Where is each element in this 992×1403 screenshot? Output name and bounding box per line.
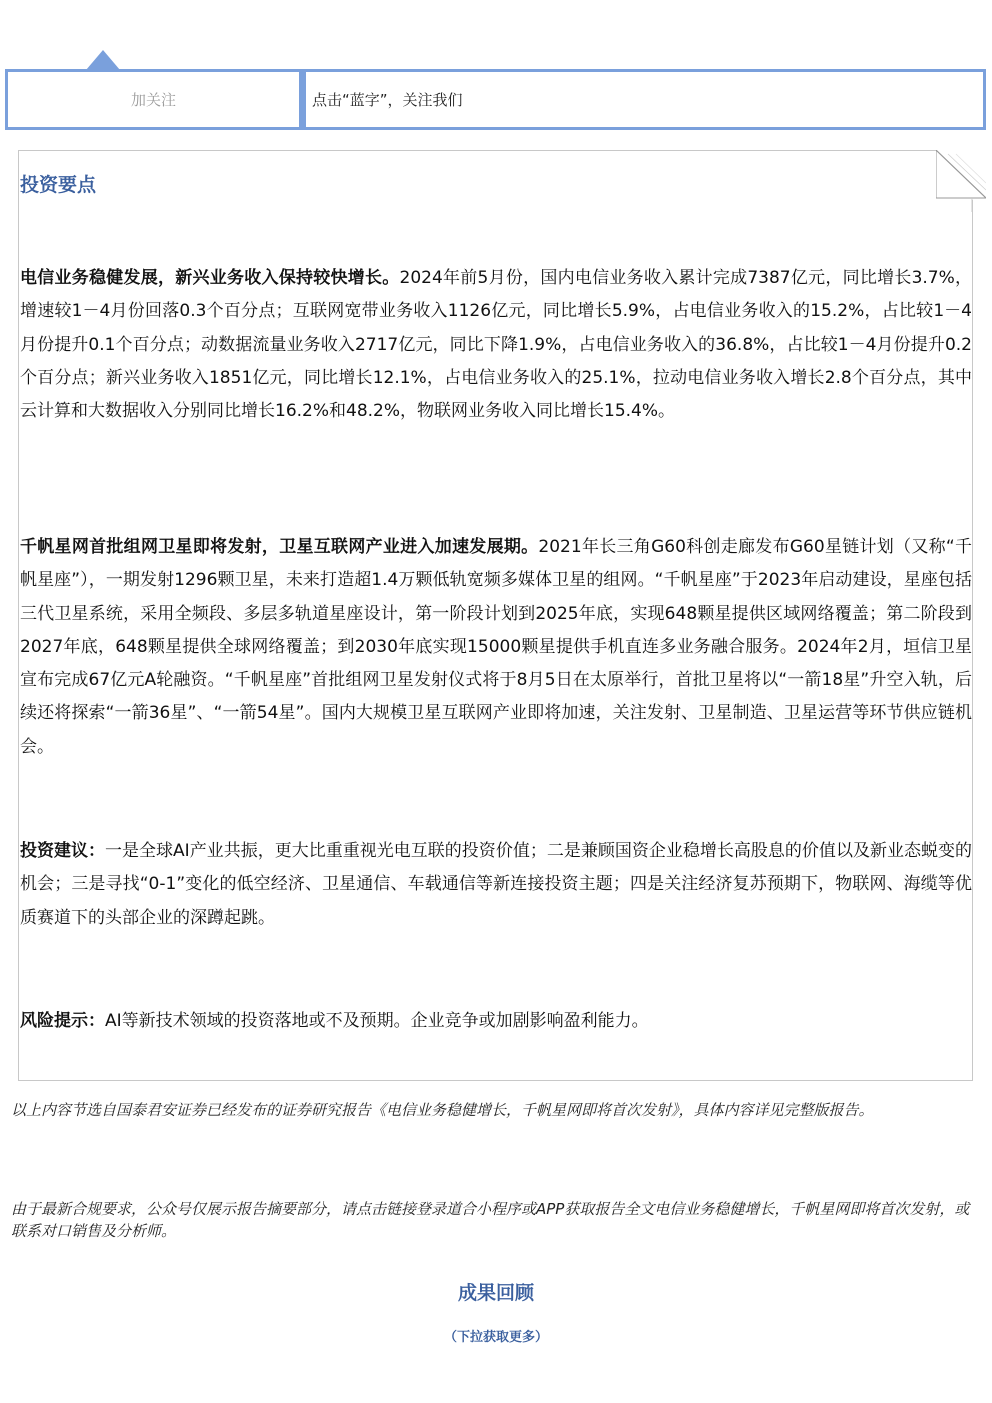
paragraph-lead: 风险提示： <box>20 1011 105 1031</box>
review-title: 成果回顾 <box>457 1282 534 1304</box>
source-note: 以上内容节选自国泰君安证券已经发布的证券研究报告《电信业务稳健增长，千帆星网即将首次发射》，具体内容详见完整版报告。 <box>11 1101 874 1119</box>
paragraph-body: 2021年长三角G60科创走廊发布G60星链计划（又称“千帆星座”），一期发射1296颗卫星，未来打造超1.4万颗低轨宽频多媒体卫星的组网。“千帆星座”于2023年启动建设，星座包括三代卫星系统，采用全频段、多层多轨道星座设计，第一阶段计划到2025年底，实现648颗星提供区域网络覆盖；第二阶段到2027年底，648颗星提供全球网络覆盖；到2030年底实现15000颗星提供手机直连多业务融合服务。2024年2月，垣信卫星宣布完成67亿元A轮融资。“千帆星座”首批组网卫星发射仪式将于8月5日在太原举行，首批卫星将以“一箭18星”升空入轨，后续还将探索“一箭36星”、“一箭54星”。国内大规模卫星互联网产业即将加速，关注发射、卫星制造、卫星运营等环节供应链机会。 <box>20 537 972 757</box>
investment-highlights-card <box>18 150 973 1081</box>
follow-slogan: 点击“蓝字”，关注我们 <box>302 69 986 130</box>
paragraph-body: AI等新技术领域的投资落地或不及预期。企业竞争或加剧影响盈利能力。 <box>105 1011 649 1031</box>
page-fold-corner-icon <box>936 150 986 200</box>
paragraph-lead: 电信业务稳健发展，新兴业务收入保持较快增长。 <box>20 268 400 288</box>
review-subtitle[interactable]: （下拉获取更多） <box>443 1330 548 1345</box>
paragraph-satellite <box>20 531 972 764</box>
paragraph-risk-warning <box>20 1005 972 1038</box>
paragraph-body: 2024年前5月份，国内电信业务收入累计完成7387亿元，同比增长3.7%，增速较1－4月份回落0.3个百分点；互联网宽带业务收入1126亿元，同比增长5.9%，占电信业务收入的15.2%，占比较1－4月份提升0.1个百分点；动数据流量业务收入2717亿元，同比下降1.9%，占电信业务收入的36.8%，占比较1－4月份提升0.2个百分点；新兴业务收入1851亿元，同比增长12.1%，占电信业务收入的25.1%，拉动电信业务收入增长2.8个百分点，其中云计算和大数据收入分别同比增长16.2%和48.2%，物联网业务收入同比增长15.4%。 <box>20 268 973 422</box>
follow-button[interactable]: 加关注 <box>5 69 302 130</box>
compliance-note: 由于最新合规要求，公众号仅展示报告摘要部分，请点击链接登录道合小程序或APP获取报告全文电信业务稳健增长，千帆星网即将首次发射，或联系对口销售及分析师。 <box>11 1200 970 1240</box>
banner-pointer-arrow <box>86 50 120 70</box>
paragraph-body: 一是全球AI产业共振，更大比重重视光电互联的投资价值；二是兼顾国资企业稳增长高股息的价值以及新业态蜕变的机会；三是寻找“0-1”变化的低空经济、卫星通信、车载通信等新连接投资主题；四是关注经济复苏预期下，物联网、海缆等优质赛道下的头部企业的深蹲起跳。 <box>20 841 972 928</box>
paragraph-telecom <box>20 262 972 428</box>
paragraph-lead: 投资建议： <box>20 841 106 861</box>
paragraph-lead: 千帆星网首批组网卫星即将发射，卫星互联网产业进入加速发展期。 <box>20 537 539 557</box>
follow-banner <box>5 69 986 130</box>
paragraph-investment-advice <box>20 835 972 935</box>
card-title: 投资要点 <box>20 174 97 196</box>
